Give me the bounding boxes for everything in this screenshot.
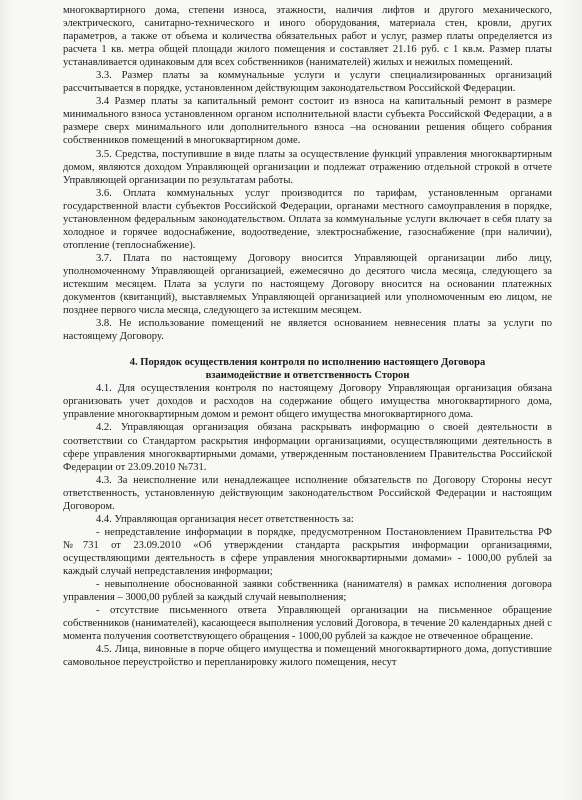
paragraph-4-3: 4.3. За неисполнение или ненадлежащее исполнение обязательств по Договору Стороны несут ответственность, установленную действующим законодательством Российской Федерации и настоящим Договором. [63, 474, 552, 512]
section-4-heading-line-2: взаимодействие и ответственность Сторон [205, 370, 410, 382]
paragraph-4-5: 4.5. Лица, виновные в порче общего имущества и помещений многоквартирного дома, допустившие самовольное переустройство и перепланировку жилого помещения, несут [63, 644, 552, 669]
paragraph-4-1: 4.1. Для осуществления контроля по настоящему Договору Управляющая организация обязана организовать учет доходов и расходов на содержание общего имущества многоквартирного дома, управление многоквартирным домом и ремонт общего имущества многоквартирного дома. [63, 383, 552, 421]
liability-item-2: - невыполнение обоснованной заявки собственника (нанимателя) в рамках исполнения договора управления – 3000,00 рублей за каждый случай невыполнения; [63, 579, 552, 604]
paragraph-3-5: 3.5. Средства, поступившие в виде платы за осуществление функций управления многоквартирным домом, являются доходом Управляющей организации и подлежат отражению отдельной строкой в отчете Управляющей организации по результатам работы. [63, 148, 552, 186]
paragraph-3-4: 3.4 Размер платы за капитальный ремонт состоит из взноса на капитальный ремонт в размере минимального взноса установленном органом исполнительной власти субъекта Российской Федерации, а в размере сверх минимального или дополнительного взноса –на основании решения общего собрания собственников помещений в многоквартирном доме. [63, 96, 552, 147]
section-4-heading-line-1: 4. Порядок осуществления контроля по исполнению настоящего Договора [129, 357, 486, 369]
section-spacer [63, 343, 552, 356]
paragraph-3-7: 3.7. Плата по настоящему Договору вносится Управляющей организации либо лицу, уполномоченному Управляющей организацией, ежемесячно до десятого числа месяца, следующего за истекшим месяцем. Плата за услуги по настоящему Договору вносится на основании платежных документов (квитанций), выставляемых Управляющей организацией или уполномоченным ею лицом, не позднее первого числа месяца, следующего за истекшим месяцем. [63, 252, 552, 317]
paragraph-3-8: 3.8. Не использование помещений не является основанием невнесения платы за услуги по настоящему Договору. [63, 318, 552, 343]
paragraph-3-6: 3.6. Оплата коммунальных услуг производится по тарифам, установленным органами государственной власти субъектов Российской Федерации, органами местного самоуправления в порядке, установленном федеральным законодательством. Оплата за коммунальные услуги включает в себя плату за холодное и горячее водоснабжение, водоотведение, электроснабжение, газоснабжение (при наличии), отопление (теплоснабжение). [63, 187, 552, 251]
liability-item-1: - непредставление информации в порядке, предусмотренном Постановлением Правительства РФ №731 от 23.09.2010 «Об утверждении стандарта раскрытия информации организациями, осуществляющими деятельность в сфере управления многоквартирными домами» - 1000,00 рублей за каждый случай непредставления информации; [63, 526, 552, 577]
paragraph-4-4: 4.4. Управляющая организация несет ответственность за: [96, 513, 354, 525]
paragraph-4-2: 4.2. Управляющая организация обязана раскрывать информацию о своей деятельности в соответствии со Стандартом раскрытия информации организациями, осуществляющими деятельность в сфере управления многоквартирными домами, утвержденным постановлением Правительства Российской Федерации от 23.09.2010 №731. [63, 422, 552, 473]
liability-item-3: - отсутствие письменного ответа Управляющей организации на письменное обращение собственников (нанимателей), касающееся выполнения условий Договора, в течение 20 календарных дней с момента получения соответствующего обращения - 1000,00 рублей за каждое не отвеченное обращение. [63, 605, 552, 643]
paragraph-3-3: 3.3. Размер платы за коммунальные услуги и услуги специализированных организаций рассчитывается в порядке, установленном действующим законодательством Российской Федерации. [63, 70, 552, 95]
paragraph-continuation: многоквартирного дома, степени износа, этажности, наличия лифтов и другого механического, электрического, санитарно-технического и иного оборудования, материала стен, кровли, других параметров, а также от объема и количества обязательных работ и услуг, размер платы определяется из расчета 1 кв. метра общей площади жилого помещения и составляет 21.16 руб. с 1 кв.м. Размер платы устанавливается одинаковым для всех собственников (нанимателей) жилых и нежилых помещений. [63, 5, 552, 69]
